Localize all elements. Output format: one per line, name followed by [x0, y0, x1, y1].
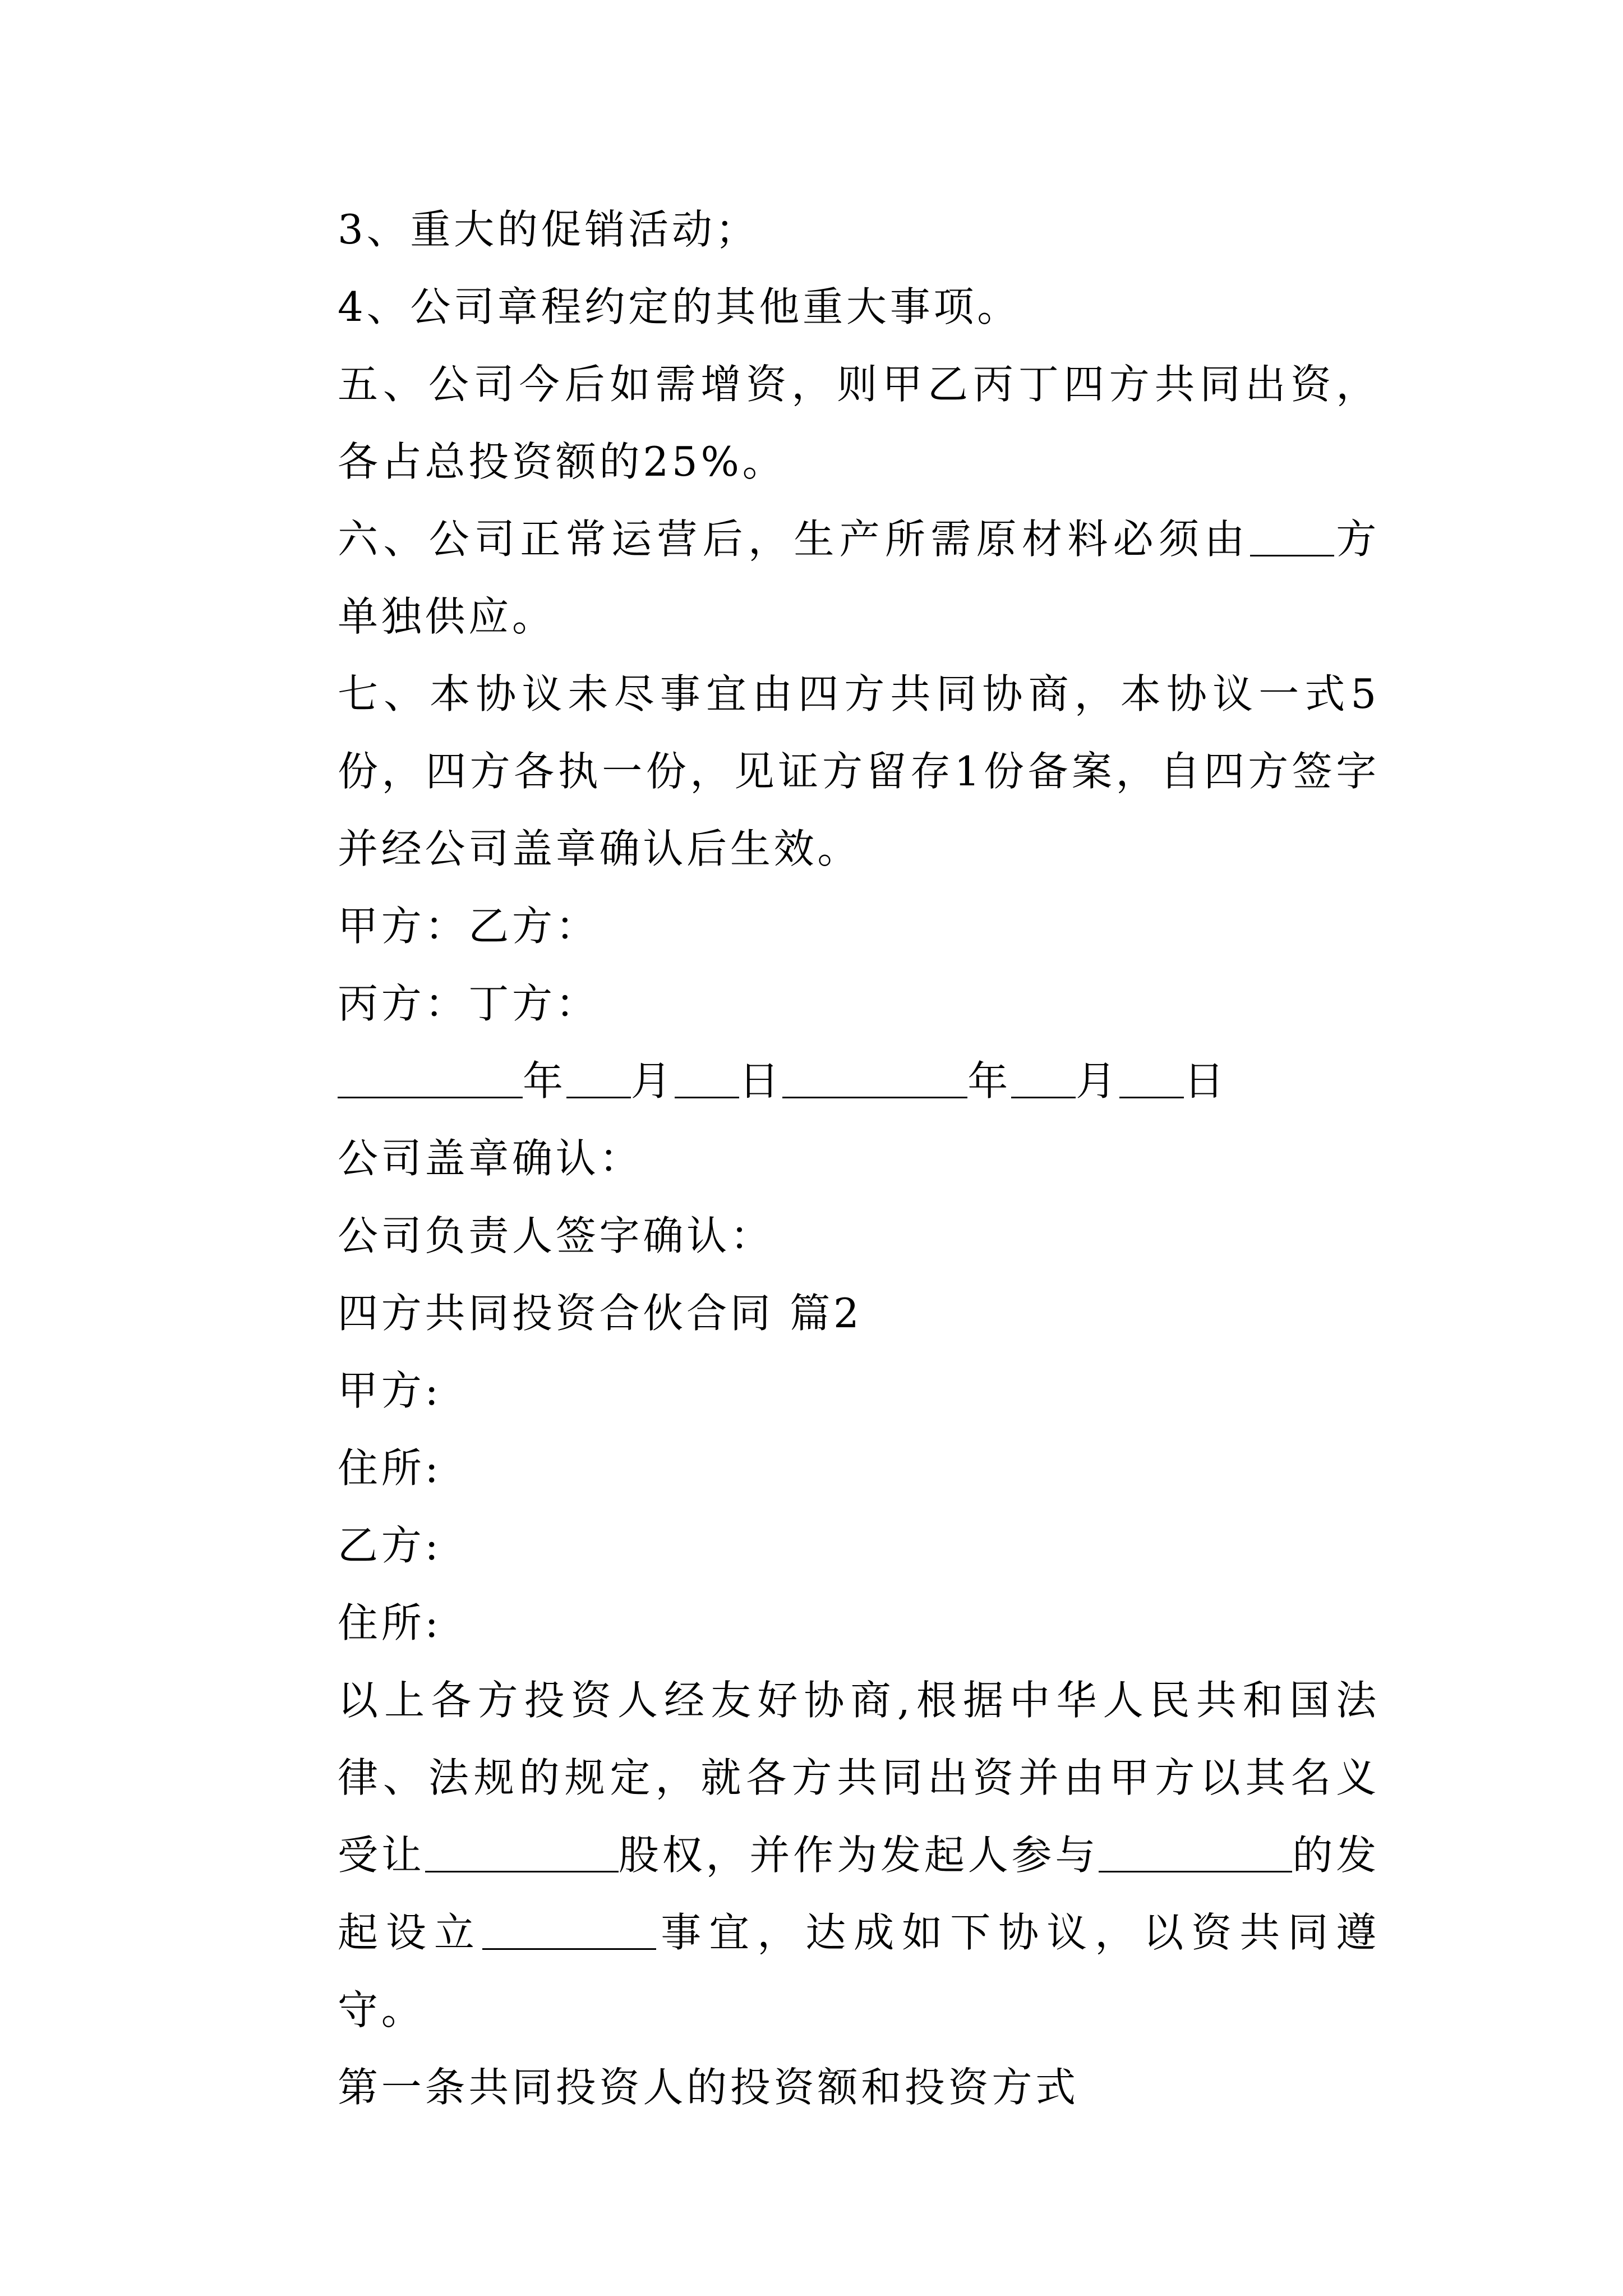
fill-blank: [482, 1909, 656, 1950]
article-1-heading: 第一条共同投资人的投资额和投资方式: [338, 2064, 1079, 2111]
intro-text-b: 股权，并作为发起人参与: [618, 1832, 1099, 1879]
signature-parties-ab: 甲方：乙方：: [338, 903, 600, 950]
signature-date-line: [252, 1042, 1380, 1120]
fill-blank: [1099, 1832, 1292, 1872]
agreement-intro: [252, 1662, 1380, 2049]
intro-text-c: 的发起设立: [338, 1832, 1380, 1956]
date-year-label: 年: [523, 1057, 566, 1105]
fill-blank: [782, 1057, 967, 1098]
intro-text-d: 事宜，达成如下协议，以资共同遵守。: [338, 1909, 1380, 2033]
party-b-address-label: 住所:: [338, 1599, 442, 1646]
clause-section-6-text-a: 六、公司正常运营后，生产所需原材料必须由: [338, 516, 1250, 563]
fill-blank: [425, 1832, 619, 1872]
intro-text-a: 以上各方投资人经友好协商,根据中华人民共和国法律、法规的规定，就各方共同出资并由甲方以其名义受让: [338, 1677, 1380, 1879]
fill-blank: [338, 1057, 523, 1098]
party-a-address-label: 住所:: [338, 1444, 442, 1492]
clause-section-6-text-b: 方单独供应。: [338, 516, 1380, 640]
clause-section-5: 五、公司今后如需增资，则甲乙丙丁四方共同出资，各占总投资额的25%。: [338, 361, 1380, 485]
date-day-label: 日: [739, 1057, 783, 1105]
date-month-label: 月: [630, 1057, 675, 1105]
clause-item-3: 3、重大的促销活动；: [338, 206, 759, 253]
party-a-label: 甲方:: [338, 1367, 442, 1414]
party-b-label: 乙方:: [338, 1522, 442, 1569]
company-head-sign-confirm: 公司负责人签字确认：: [338, 1212, 774, 1259]
clause-item-4: 4、公司章程约定的其他重大事项。: [338, 283, 1021, 330]
fill-blank: [566, 1057, 631, 1098]
document-body: [252, 191, 1380, 2126]
date-day-label: 日: [1183, 1057, 1228, 1105]
date-year-label: 年: [967, 1057, 1012, 1105]
fill-blank: [1119, 1057, 1184, 1098]
date-month-label: 月: [1076, 1057, 1119, 1105]
fill-blank: [1011, 1057, 1076, 1098]
signature-parties-cd: 丙方：丁方：: [338, 980, 600, 1027]
fill-blank: [1250, 516, 1334, 556]
clause-section-7: 七、本协议未尽事宜由四方共同协商，本协议一式5份，四方各执一份，见证方留存1份备案，自四方签字并经公司盖章确认后生效。: [338, 670, 1380, 872]
company-seal-confirm: 公司盖章确认：: [338, 1135, 643, 1182]
clause-section-6: [252, 500, 1380, 655]
section-heading: 四方共同投资合伙合同 篇2: [338, 1290, 863, 1337]
fill-blank: [675, 1057, 739, 1098]
